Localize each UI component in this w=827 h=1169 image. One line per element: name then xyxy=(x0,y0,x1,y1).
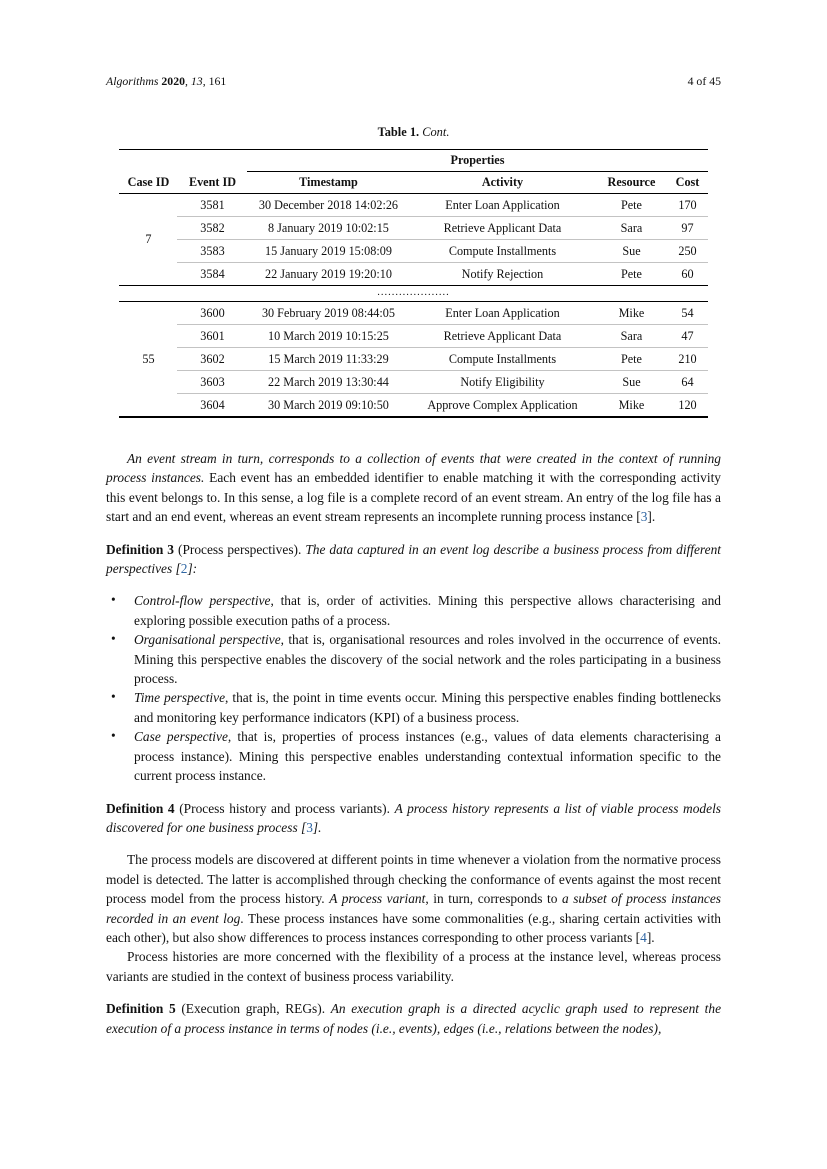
table-cell: 30 March 2019 09:10:50 xyxy=(247,394,409,418)
table-cell: Enter Loan Application xyxy=(409,302,595,325)
text-segment: Cont. xyxy=(422,125,450,139)
bullet-item xyxy=(106,727,721,785)
text-segment: , xyxy=(184,74,191,88)
text-segment: Process histories are more concerned with the flexibility of a process at the instance level, whereas process variants are studied in the context of business process variability. xyxy=(106,949,721,984)
text-segment: A process variant xyxy=(329,891,426,907)
table-cell: Retrieve Applicant Data xyxy=(409,217,595,240)
table-cell: 210 xyxy=(667,348,707,371)
col-header-properties: Properties xyxy=(247,150,707,172)
text-segment: Each event has an embedded identifier to enable matching it with the corresponding activity this event belongs to. In this sense, a log file is a complete record of an event stream. An entry of the log file has a start and an end event, whereas an event stream represents an incomplete running process instance [ xyxy=(106,470,721,525)
table-row xyxy=(119,217,707,240)
table-cell: 250 xyxy=(667,240,707,263)
table-cell: 3602 xyxy=(177,348,247,371)
bullet-icon: • xyxy=(111,631,116,647)
paragraph xyxy=(106,850,721,947)
text-segment: , that is, properties of process instances (e.g., values of data elements characterising a process instance). Mining this perspective enables understanding contextual information specific to the current process instance. xyxy=(134,729,721,784)
text-segment: The process models are discovered at different points in time whenever a violation from the normative process model is detected. The latter is accomplished through checking the conformance of events against the most recent process model from the process history. xyxy=(106,852,721,907)
text-segment: The data captured in an event log describe a business process from different perspectives [ xyxy=(106,541,722,577)
running-head xyxy=(106,74,721,89)
table-cell: Compute Installments xyxy=(409,348,595,371)
table-cell: Retrieve Applicant Data xyxy=(409,325,595,348)
table-cell: 97 xyxy=(667,217,707,240)
text-segment: 2020 xyxy=(161,74,185,88)
text-segment: ]: xyxy=(187,561,198,577)
text-segment: An execution graph is a directed acyclic graph used to represent the execution of a process instance in terms of nodes (i.e., events), edges (i.e., relations between the nodes), xyxy=(106,1001,722,1036)
table-cell: 170 xyxy=(667,194,707,217)
table-cell: 3583 xyxy=(177,240,247,263)
text-segment: 13 xyxy=(190,74,203,88)
table-cell: 10 March 2019 10:15:25 xyxy=(247,325,409,348)
table-caption xyxy=(106,125,721,140)
text-segment: Definition 5 xyxy=(106,1001,176,1017)
paragraph xyxy=(106,947,721,986)
text-segment: An event stream in turn, corresponds to a collection of events that were created in the context of running process instances. xyxy=(106,451,721,486)
table-row xyxy=(119,240,707,263)
table-row xyxy=(119,302,707,325)
table-cell: 47 xyxy=(667,325,707,348)
table-cell: 8 January 2019 10:02:15 xyxy=(247,217,409,240)
table-cell: Pete xyxy=(595,348,667,371)
table-row xyxy=(119,325,707,348)
table-cell: 3600 xyxy=(177,302,247,325)
bullet-item xyxy=(106,630,721,688)
table-cell: 30 February 2019 08:44:05 xyxy=(247,302,409,325)
text-segment: ]. xyxy=(647,509,656,525)
text-segment: A process history represents a list of viable process models discovered for one business process [ xyxy=(106,800,721,835)
bullet-text xyxy=(134,593,721,627)
table-cell: 22 March 2019 13:30:44 xyxy=(247,371,409,394)
event-log-table xyxy=(119,149,707,418)
table-cell: Notify Eligibility xyxy=(409,371,595,394)
table-cell: 60 xyxy=(667,263,707,286)
table-row xyxy=(119,394,707,418)
table-row xyxy=(119,194,707,217)
table-cell: 22 January 2019 19:20:10 xyxy=(247,263,409,286)
journal-citation xyxy=(106,74,226,89)
text-segment: . These process instances have some commonalities (e.g., sharing certain activities with each other), but also show differences to process instances corresponding to other process variants [ xyxy=(106,910,721,945)
text-segment: Table 1. xyxy=(377,125,423,139)
table-cell: Pete xyxy=(595,263,667,286)
table-row xyxy=(119,263,707,286)
bullet-text xyxy=(134,632,721,686)
table-cell: 15 March 2019 11:33:29 xyxy=(247,348,409,371)
text-segment: Algorithms xyxy=(106,74,162,88)
table-cell: 3581 xyxy=(177,194,247,217)
bullet-icon: • xyxy=(111,592,116,608)
text-segment: Organisational perspective xyxy=(134,632,281,648)
col-header-resource: Resource xyxy=(595,172,667,194)
text-segment: , in turn, corresponds to xyxy=(425,891,562,907)
table-row xyxy=(119,348,707,371)
table-cell: Notify Rejection xyxy=(409,263,595,286)
col-header-event-id: Event ID xyxy=(177,150,247,194)
text-segment: (Execution graph, REGs). xyxy=(175,1001,331,1017)
text-segment: Case perspective xyxy=(134,729,228,745)
text-segment: , that is, organisational resources and roles involved in the occurrence of events. Mining this perspective enables the discovery of the social network and the roles participating in a business process. xyxy=(134,632,721,687)
table-cell: Sara xyxy=(595,217,667,240)
table-cell: Enter Loan Application xyxy=(409,194,595,217)
bullet-item xyxy=(106,688,721,727)
text-segment: ]. xyxy=(312,819,322,835)
col-header-case-id: Case ID xyxy=(119,150,177,194)
table-cell: 3603 xyxy=(177,371,247,394)
text-segment: Time perspective xyxy=(134,690,226,706)
table-cell: Pete xyxy=(595,194,667,217)
paragraph xyxy=(106,449,721,527)
definition-block xyxy=(106,799,721,838)
citation-link[interactable]: 2 xyxy=(180,561,188,577)
table-cell: 64 xyxy=(667,371,707,394)
text-segment: Definition 4 xyxy=(106,800,175,816)
table-header xyxy=(119,150,707,194)
definition-block xyxy=(106,999,721,1038)
table-cell: Approve Complex Application xyxy=(409,394,595,418)
table-cell: Mike xyxy=(595,394,667,418)
table-cell: 3584 xyxy=(177,263,247,286)
table-ellipsis-row xyxy=(119,286,707,302)
col-header-cost: Cost xyxy=(667,172,707,194)
definition-block xyxy=(106,540,721,579)
table-cell: 3604 xyxy=(177,394,247,418)
table-cell: Sue xyxy=(595,240,667,263)
bullet-item xyxy=(106,591,721,630)
table-cell: Sue xyxy=(595,371,667,394)
bullet-icon: • xyxy=(111,728,116,744)
col-header-timestamp: Timestamp xyxy=(247,172,409,194)
citation-link[interactable]: 3 xyxy=(640,509,648,525)
text-segment: (Process perspectives). xyxy=(173,541,306,557)
citation-link[interactable]: 4 xyxy=(640,929,647,945)
text-segment: (Process history and process variants). xyxy=(174,800,395,816)
case-id-cell: 7 xyxy=(119,194,177,286)
page-number: 4 of 45 xyxy=(687,74,721,88)
table-cell: 54 xyxy=(667,302,707,325)
table-cell: 30 December 2018 14:02:26 xyxy=(247,194,409,217)
ellipsis-cell: .................... xyxy=(119,286,707,302)
text-segment: , 161 xyxy=(202,74,227,88)
table-cell: 3601 xyxy=(177,325,247,348)
table-cell: 120 xyxy=(667,394,707,418)
article-body xyxy=(106,449,721,1038)
table-cell: Compute Installments xyxy=(409,240,595,263)
table-body xyxy=(119,194,707,418)
bullet-text xyxy=(134,729,721,783)
table-row xyxy=(119,371,707,394)
table-cell: Sara xyxy=(595,325,667,348)
bullet-text xyxy=(134,690,721,724)
citation-link[interactable]: 3 xyxy=(306,819,313,835)
col-header-activity: Activity xyxy=(409,172,595,194)
text-segment: Control-flow perspective xyxy=(134,593,271,609)
text-segment: , that is, order of activities. Mining this perspective allows characterising and exploring possible execution paths of a process. xyxy=(134,593,721,628)
table-cell: Mike xyxy=(595,302,667,325)
text-segment: a subset of process instances recorded in an event log xyxy=(106,891,722,926)
text-segment: Definition 3 xyxy=(106,541,174,557)
case-id-cell: 55 xyxy=(119,302,177,418)
text-segment: , that is, the point in time events occur. Mining this perspective enables finding bottlenecks and monitoring key performance indicators (KPI) of a business process. xyxy=(134,690,721,725)
table-cell: 15 January 2019 15:08:09 xyxy=(247,240,409,263)
text-segment: ]. xyxy=(646,929,655,945)
table-cell: 3582 xyxy=(177,217,247,240)
bullet-icon: • xyxy=(111,689,116,705)
